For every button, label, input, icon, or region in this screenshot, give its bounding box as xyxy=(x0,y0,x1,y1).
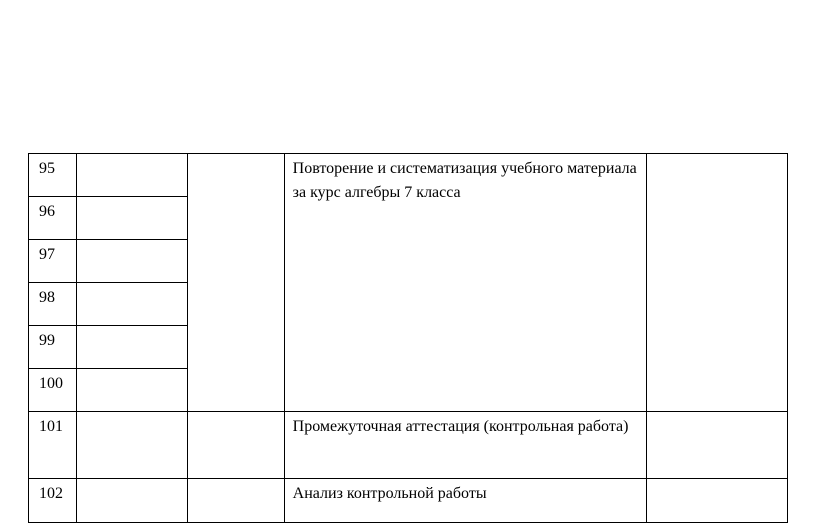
actual-date-cell xyxy=(188,479,285,523)
topic-cell xyxy=(284,154,646,412)
lesson-number: 98 xyxy=(39,289,55,306)
lesson-plan-table xyxy=(28,153,788,523)
note-cell xyxy=(647,154,788,412)
lesson-number-cell xyxy=(29,154,77,197)
note-cell xyxy=(647,479,788,523)
note-cell xyxy=(647,412,788,479)
actual-date-cell xyxy=(188,412,285,479)
table-row xyxy=(29,479,788,523)
planned-date-cell xyxy=(77,283,188,326)
table-row xyxy=(29,412,788,479)
table-row xyxy=(29,154,788,197)
lesson-number: 96 xyxy=(39,203,55,220)
lesson-number-cell xyxy=(29,369,77,412)
actual-date-cell xyxy=(188,154,285,412)
lesson-number-cell xyxy=(29,479,77,523)
lesson-number: 101 xyxy=(39,418,63,435)
topic-cell xyxy=(284,412,646,479)
lesson-number: 99 xyxy=(39,332,55,349)
lesson-number: 102 xyxy=(39,485,63,502)
planned-date-cell xyxy=(77,154,188,197)
lesson-number-cell xyxy=(29,283,77,326)
planned-date-cell xyxy=(77,197,188,240)
planned-date-cell xyxy=(77,369,188,412)
planned-date-cell xyxy=(77,412,188,479)
lesson-number: 100 xyxy=(39,375,63,392)
lesson-number-cell xyxy=(29,240,77,283)
topic-text: Повторение и систематизация учебного материала за курс алгебры 7 класса xyxy=(292,160,637,201)
planned-date-cell xyxy=(77,479,188,523)
topic-text: Анализ контрольной работы xyxy=(292,485,487,502)
lesson-number-cell xyxy=(29,197,77,240)
planned-date-cell xyxy=(77,326,188,369)
topic-cell xyxy=(284,479,646,523)
planned-date-cell xyxy=(77,240,188,283)
topic-text: Промежуточная аттестация (контрольная работа) xyxy=(292,418,629,435)
lesson-number-cell xyxy=(29,412,77,479)
lesson-number: 95 xyxy=(39,160,55,177)
lesson-number: 97 xyxy=(39,246,55,263)
lesson-number-cell xyxy=(29,326,77,369)
